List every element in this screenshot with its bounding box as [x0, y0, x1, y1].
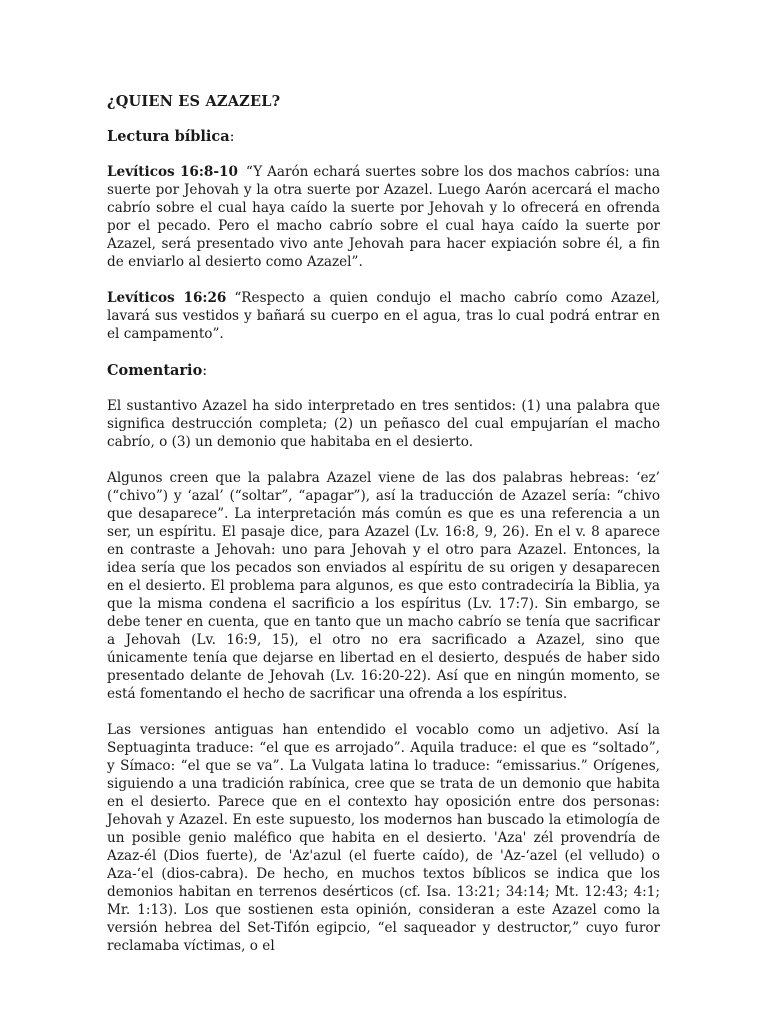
- document-title: ¿QUIEN ES AZAZEL?: [107, 93, 281, 110]
- lectura-colon: :: [229, 129, 235, 145]
- document-page: [107, 92, 660, 973]
- lectura-heading: [107, 127, 660, 147]
- comentario-label: Comentario: [107, 362, 203, 379]
- comentario-colon: :: [202, 363, 208, 379]
- passage-reference: Levíticos 16:8-10: [107, 164, 238, 180]
- comment-paragraph: El sustantivo Azazel ha sido interpretado en tres sentidos: (1) una palabra que significa destrucción completa; (2) un peñasco del cual empujarían el macho cabrío, o (3) un demonio que habitaba en el desierto.: [107, 398, 660, 450]
- comentario-heading: [107, 361, 660, 381]
- passage-leviticos-16-8-10: [107, 163, 660, 271]
- lectura-label: Lectura bíblica: [107, 128, 230, 145]
- passage-leviticos-16-26: [107, 289, 660, 343]
- comment-paragraph: Algunos creen que la palabra Azazel viene de las dos palabras hebreas: ‘ez’ (“chivo”) y ‘azal’ (“soltar”, “apagar”), así la traducción de Azazel sería: “chivo que desaparece”. La interpretación más común es que es una referencia a un ser, un espíritu. El pasaje dice, para Azazel (Lv. 16:8, 9, 26). En el v. 8 aparece en contraste a Jehovah: uno para Jehovah y el otro para Azazel. Entonces, la idea sería que los pecados son enviados al espíritu de su origen y desaparecen en el desierto. El problema para algunos, es que esto contradeciría la Biblia, ya que la misma condena el sacrificio a los espíritus (Lv. 17:7). Sin embargo, se debe tener en cuenta, que en tanto que un macho cabrío se tenía que sacrificar a Jehovah (Lv. 16:9, 15), el otro no era sacrificado a Azazel, sino que únicamente tenía que dejarse en libertad en el desierto, después de haber sido presentado delante de Jehovah (Lv. 16:20-22). Así que en ningún momento, se está fomentando el hecho de sacrificar una ofrenda a los espíritus.: [107, 470, 660, 702]
- passage-reference: Levíticos 16:26: [107, 290, 227, 306]
- passage-text: “Y Aarón echará suertes sobre los dos machos cabríos: una suerte por Jehovah y la otra suerte por Azazel. Luego Aarón acercará el macho cabrío sobre el cual haya caído la suerte por Jehovah y lo ofrecerá en ofrenda por el pecado. Pero el macho cabrío sobre el cual haya caído la suerte por Azazel, será presentado vivo ante Jehovah para hacer expiación sobre él, a fin de enviarlo al desierto como Azazel”.: [107, 164, 660, 270]
- passage-text: “Respecto a quien condujo el macho cabrío como Azazel, lavará sus vestidos y bañará su cuerpo en el agua, tras lo cual podrá entrar en el campamento”.: [107, 290, 660, 342]
- comment-paragraph: Las versiones antiguas han entendido el vocablo como un adjetivo. Así la Septuaginta traduce: “el que es arrojado”. Aquila traduce: el que es “soltado”, y Símaco: “el que se va”. La Vulgata latina lo traduce: “emissarius.” Orígenes, siguiendo a una tradición rabínica, cree que se trata de un demonio que habita en el desierto. Parece que en el contexto hay oposición entre dos personas: Jehovah y Azazel. En este supuesto, los modernos han buscado la etimología de un posible genio maléfico que habita en el desierto. 'Aza' zél provendría de Azaz-él (Dios fuerte), de 'Az'azul (el fuerte caído), de 'Az-‘azel (el velludo) o Aza-‘el (dios-cabra). De hecho, en muchos textos bíblicos se indica que los demonios habitan en terrenos desérticos (cf. Isa. 13:21; 34:14; Mt. 12:43; 4:1; Mr. 1:13). Los que sostienen esta opinión, consideran a este Azazel como la versión hebrea del Set-Tifón egipcio, “el saqueador y destructor,” cuyo furor reclamaba víctimas, o el: [107, 722, 660, 954]
